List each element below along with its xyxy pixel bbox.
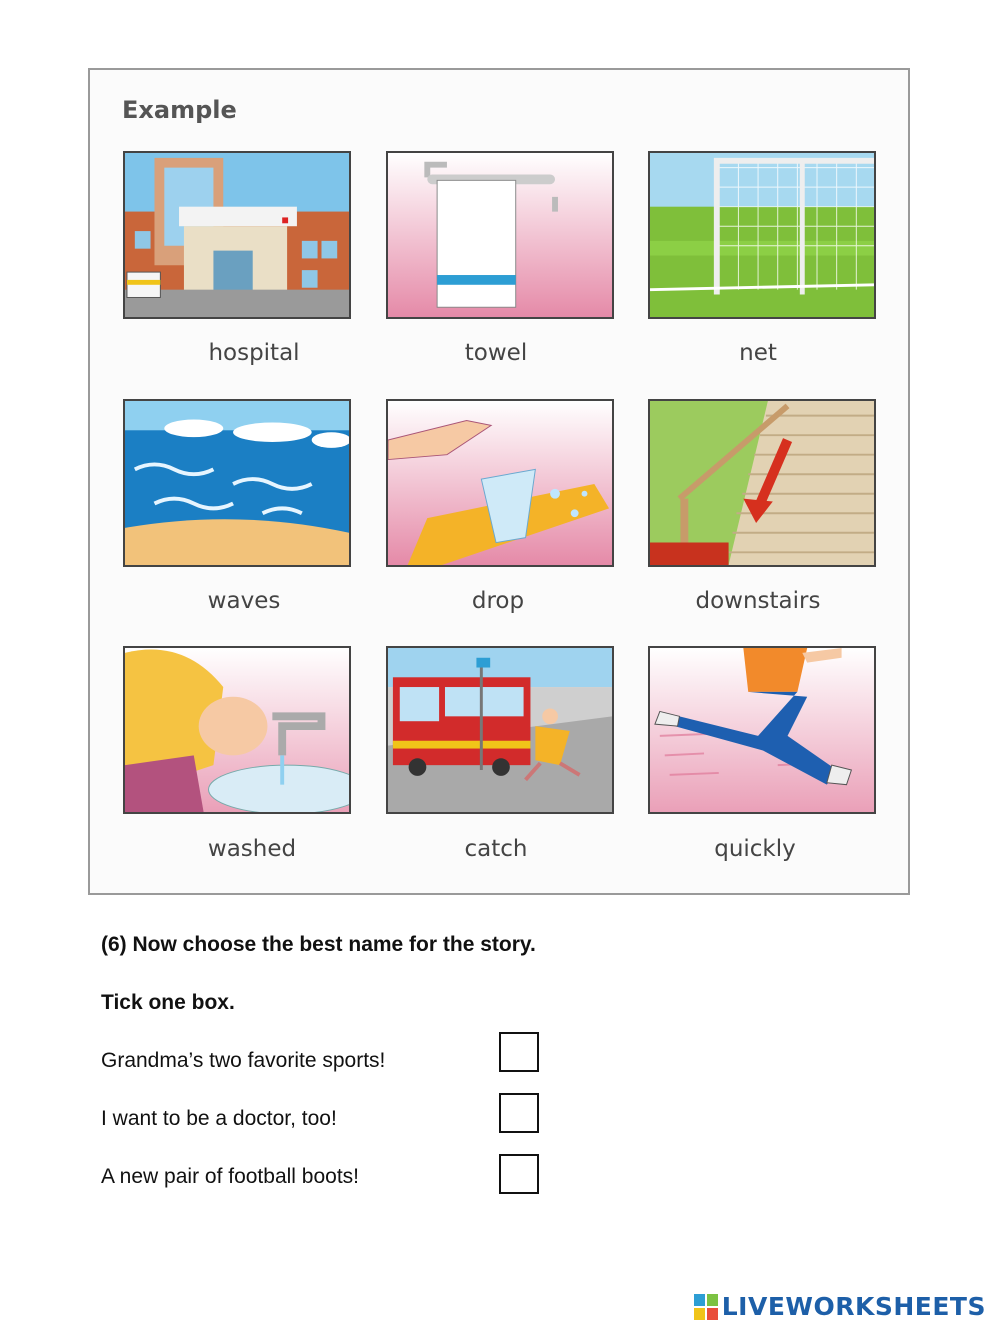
- card-word-waves: waves: [207, 588, 281, 614]
- running-picture: [648, 646, 876, 814]
- card-word-quickly: quickly: [714, 836, 796, 862]
- option-checkbox-2[interactable]: [499, 1093, 539, 1133]
- hospital-picture: [123, 151, 351, 319]
- liveworksheets-brand[interactable]: [694, 1292, 986, 1321]
- card-word-hospital: hospital: [208, 340, 300, 366]
- option-checkbox-3[interactable]: [499, 1154, 539, 1194]
- card-word-downstairs: downstairs: [695, 588, 821, 614]
- sea-waves-picture: [123, 399, 351, 567]
- option-label-3: A new pair of football boots!: [101, 1165, 359, 1188]
- liveworksheets-logo-icon: [694, 1294, 718, 1320]
- card-word-net: net: [739, 340, 777, 366]
- girl-washing-picture: [123, 646, 351, 814]
- question-instruction: Tick one box.: [101, 991, 235, 1014]
- catch-bus-picture: [386, 646, 614, 814]
- card-word-towel: towel: [464, 340, 528, 366]
- dropping-glass-picture: [386, 399, 614, 567]
- option-label-2: I want to be a doctor, too!: [101, 1107, 337, 1130]
- option-label-1: Grandma’s two favorite sports!: [101, 1049, 386, 1072]
- card-word-washed: washed: [207, 836, 297, 862]
- option-checkbox-1[interactable]: [499, 1032, 539, 1072]
- football-net-picture: [648, 151, 876, 319]
- brand-name: LIVEWORKSHEETS: [721, 1292, 986, 1321]
- question-prompt: (6) Now choose the best name for the story.: [101, 933, 536, 956]
- towel-picture: [386, 151, 614, 319]
- stairs-picture: [648, 399, 876, 567]
- card-word-catch: catch: [464, 836, 528, 862]
- card-word-drop: drop: [471, 588, 525, 614]
- example-title: Example: [122, 96, 237, 124]
